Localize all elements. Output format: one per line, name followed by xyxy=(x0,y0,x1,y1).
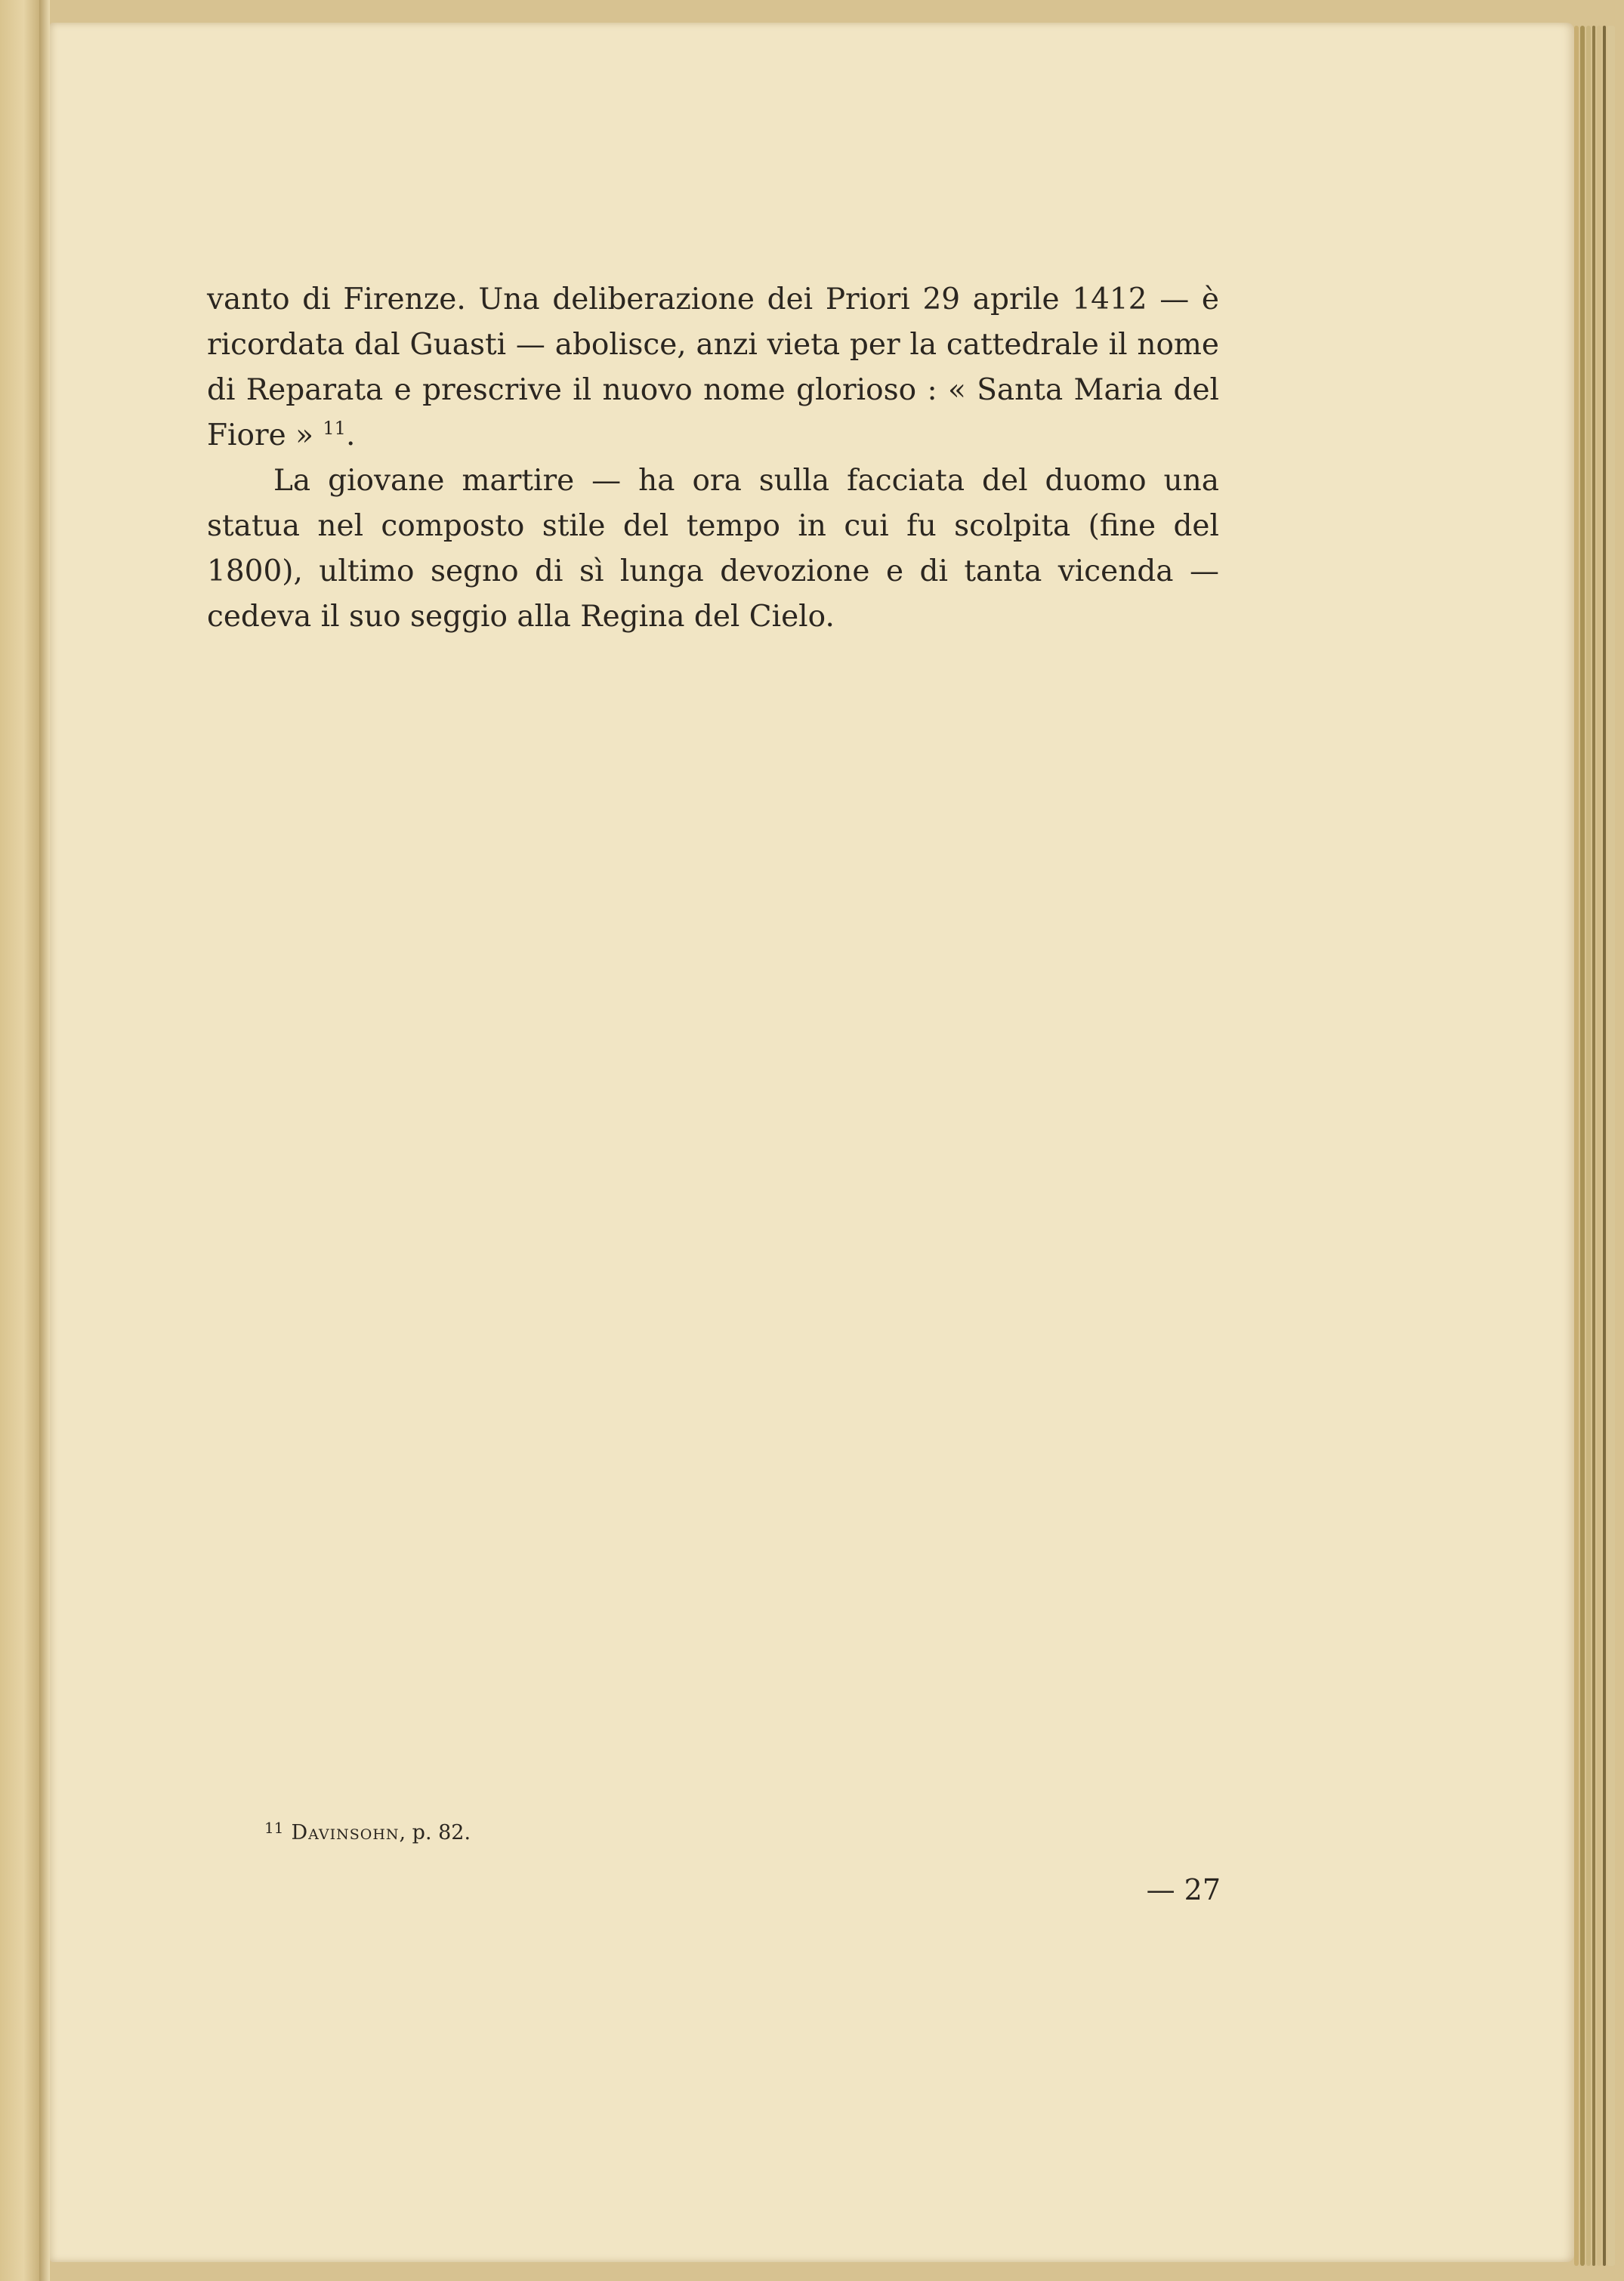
paragraph-1-text: vanto di Firenze. Una deliberazione dei Priori 29 aprile 1412 — è ricordata dal Guasti — abolisce, anzi vieta per la cattedrale il nome di Reparata e prescrive il nuovo nome glorioso : « Santa Maria del Fiore » xyxy=(207,282,1219,452)
page-edge-stack xyxy=(1603,26,1606,2266)
body-text xyxy=(207,277,1219,640)
page-edge-stack xyxy=(1607,26,1615,2266)
page-edge-stack xyxy=(1597,26,1601,2266)
page-edge-stack xyxy=(1586,26,1591,2266)
paragraph-2: La giovane martire — ha ora sulla facciata del duomo una statua nel composto stile del tempo in cui fu scolpita (fine del 1800), ultimo segno di sì lunga devozione e di tanta vicenda — cedeva il suo seggio alla Regina del Cielo. xyxy=(207,464,1219,634)
page-edge-stack xyxy=(1574,26,1579,2266)
footnote-reference: 11 xyxy=(323,418,346,439)
footnote xyxy=(264,1819,471,1844)
book-gutter xyxy=(39,0,50,2281)
page-edge-stack xyxy=(1580,26,1585,2266)
footnote-mark: 11 xyxy=(264,1819,284,1837)
footnote-author: Davinsohn xyxy=(291,1821,400,1844)
page-edge-stack xyxy=(1592,26,1595,2266)
paragraph-1-end: . xyxy=(345,418,356,452)
footnote-reference-text: , p. 82. xyxy=(399,1821,471,1844)
page-number: — 27 xyxy=(1146,1873,1221,1906)
previous-page-edge xyxy=(0,0,39,2281)
paragraph-1 xyxy=(207,277,1219,458)
